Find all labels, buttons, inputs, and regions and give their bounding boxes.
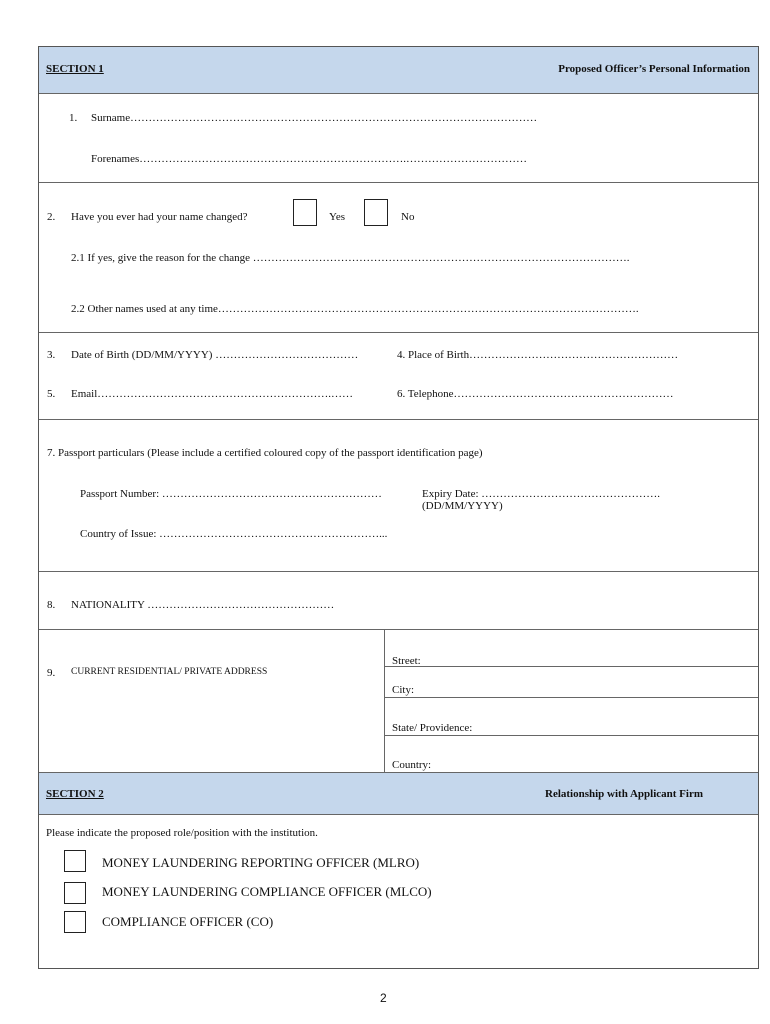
date-of-birth-field[interactable]: Date of Birth (DD/MM/YYYY) ………………………………… — [71, 349, 359, 361]
divider — [39, 629, 758, 630]
passport-number-field[interactable]: Passport Number: …………………………………………………… — [80, 488, 382, 500]
no-checkbox[interactable] — [364, 199, 388, 226]
passport-particulars-heading: 7. Passport particulars (Please include a certified coloured copy of the passport identification page) — [47, 447, 483, 459]
expiry-date-field[interactable]: Expiry Date: …………………………………………. — [422, 488, 661, 500]
no-label: No — [401, 211, 415, 223]
address-heading: CURRENT RESIDENTIAL/ PRIVATE ADDRESS — [71, 667, 268, 677]
divider — [384, 697, 758, 698]
surname-field[interactable]: Surname………………………………………………………………………………………………… — [91, 112, 538, 124]
q2-question: Have you ever had your name changed? — [71, 211, 248, 223]
q2-number: 2. — [47, 211, 56, 223]
q1-number: 1. — [69, 112, 78, 124]
mlro-checkbox[interactable] — [64, 850, 86, 872]
mlco-checkbox[interactable] — [64, 882, 86, 904]
co-label: COMPLIANCE OFFICER (CO) — [102, 914, 274, 929]
section2-title: Relationship with Applicant Firm — [545, 788, 703, 800]
co-checkbox[interactable] — [64, 911, 86, 933]
section2-label: SECTION 2 — [46, 788, 104, 800]
other-names-field[interactable]: 2.2 Other names used at any time……………………………………………………………………………………………………. — [71, 303, 639, 315]
street-field[interactable]: Street: — [392, 655, 421, 667]
city-field[interactable]: City: — [392, 684, 415, 696]
expiry-date-format: (DD/MM/YYYY) — [422, 500, 503, 512]
section1-header — [39, 47, 758, 94]
divider — [39, 571, 758, 572]
section2-header — [39, 772, 758, 815]
divider — [384, 666, 758, 667]
q5-number: 5. — [47, 388, 56, 400]
email-field[interactable]: Email……………………………………………………….…… — [71, 388, 354, 400]
divider — [39, 332, 758, 333]
country-of-issue-field[interactable]: Country of Issue: ……………………………………………………... — [80, 528, 388, 540]
divider — [384, 735, 758, 736]
application-form — [38, 46, 759, 969]
role-prompt: Please indicate the proposed role/position with the institution. — [46, 827, 318, 839]
place-of-birth-field[interactable]: 4. Place of Birth………………………………………………… — [397, 349, 679, 361]
section1-title: Proposed Officer’s Personal Information — [558, 63, 750, 75]
section1-label: SECTION 1 — [46, 63, 104, 75]
mlco-label: MONEY LAUNDERING COMPLIANCE OFFICER (MLCO) — [102, 884, 432, 899]
divider — [39, 182, 758, 183]
page-number: 2 — [380, 991, 387, 1005]
address-column-divider — [384, 629, 385, 772]
yes-checkbox[interactable] — [293, 199, 317, 226]
q3-number: 3. — [47, 349, 56, 361]
country-field[interactable]: Country: — [392, 759, 432, 771]
change-reason-field[interactable]: 2.1 If yes, give the reason for the change …………………………………………………………………………………………. — [71, 252, 630, 264]
q9-number: 9. — [47, 667, 56, 679]
nationality-field[interactable]: NATIONALITY …………………………………………… — [71, 599, 335, 611]
q8-number: 8. — [47, 599, 56, 611]
forenames-field[interactable]: Forenames……………………………………………………………….…………………………… — [91, 153, 528, 165]
mlro-label: MONEY LAUNDERING REPORTING OFFICER (MLRO) — [102, 855, 420, 870]
state-field[interactable]: State/ Providence: — [392, 722, 473, 734]
divider — [39, 419, 758, 420]
yes-label: Yes — [329, 211, 346, 223]
telephone-field[interactable]: 6. Telephone…………………………………………………… — [397, 388, 674, 400]
